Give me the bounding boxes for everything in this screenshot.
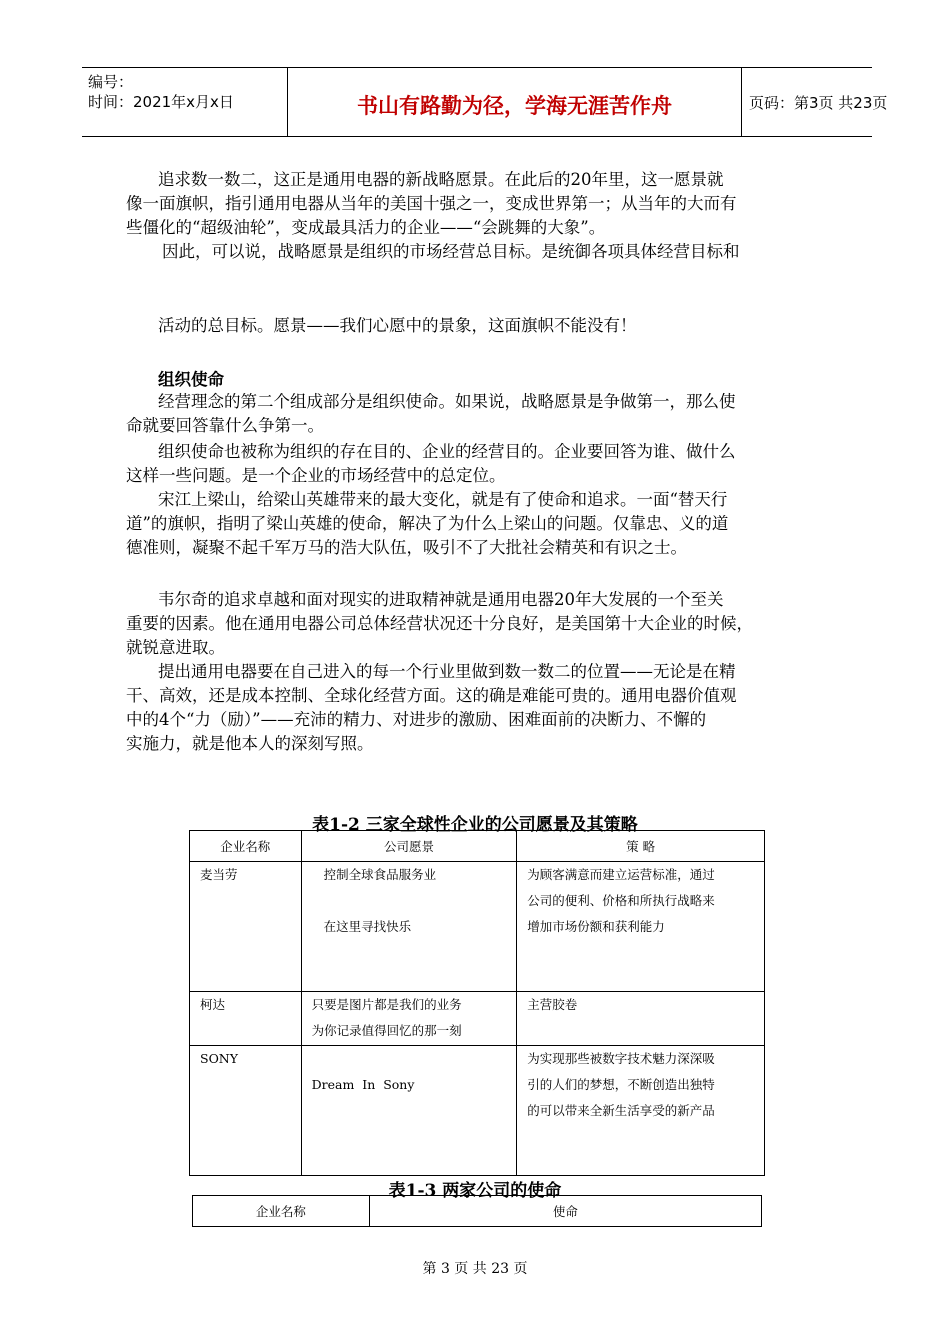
paragraph-3: [158, 314, 864, 338]
cell-text: 主营胶卷: [527, 997, 578, 1012]
table-header-cell: 公司愿景: [301, 831, 517, 862]
text-line: 德准则，凝聚不起千军万马的浩大队伍，吸引不了大批社会精英和有识之士。: [126, 538, 687, 557]
header-page-cell: [741, 68, 888, 136]
mission-table: [192, 1195, 762, 1227]
strategy-cell: [517, 992, 765, 1046]
table-header-cell: 企业名称: [193, 1196, 370, 1227]
cell-text: 柯达: [200, 997, 226, 1012]
cell-text: 只要是图片都是我们的业务: [311, 997, 462, 1012]
cell-text: 控制全球食品服务业: [323, 867, 437, 882]
text-line: 提出通用电器要在自己进入的每一个行业里做到数一数二的位置——无论是在精: [158, 662, 736, 681]
page-footer: 第 3 页 共 23 页: [422, 1261, 528, 1277]
cell-text: 为实现那些被数字技术魅力深深吸: [527, 1051, 715, 1066]
strategy-cell: [517, 862, 765, 992]
paragraph-5: [126, 440, 832, 488]
paragraph-8: [126, 660, 832, 756]
paragraph-4: [126, 390, 832, 438]
text-line: 就锐意进取。: [126, 638, 225, 657]
cell-text: 麦当劳: [200, 867, 238, 882]
cell-text: 为顾客满意而建立运营标准，通过: [527, 867, 715, 882]
header-meta: [82, 68, 287, 136]
company-cell: [190, 992, 302, 1046]
text-line: 实施力，就是他本人的深刻写照。: [126, 734, 374, 753]
company-cell: [190, 862, 302, 992]
vision-cell: [301, 862, 517, 992]
text-line: 经营理念的第二个组成部分是组织使命。如果说，战略愿景是争做第一，那么使: [158, 392, 736, 411]
cell-text: 公司的便利、价格和所执行战略来: [527, 893, 715, 908]
table-header-cell: 策 略: [517, 831, 765, 862]
paragraph-2: [162, 240, 868, 264]
text-line: 重要的因素。他在通用电器公司总体经营状况还十分良好，是美国第十大企业的时候，: [126, 614, 753, 633]
cell-text: 增加市场份额和获利能力: [527, 919, 665, 934]
text-line: 追求数一数二，这正是通用电器的新战略愿景。在此后的20年里，这一愿景就: [158, 170, 724, 189]
text-line: 组织使命也被称为组织的存在目的、企业的经营目的。企业要回答为谁、做什么: [158, 442, 736, 461]
text-line: 中的4个“力（励）”——充沛的精力、对进步的激励、困难面前的决断力、不懈的: [126, 710, 707, 729]
text-line: 道”的旗帜，指明了梁山英雄的使命，解决了为什么上梁山的问题。仅靠忠、义的道: [126, 514, 729, 533]
text-line: 干、高效，还是成本控制、全球化经营方面。这的确是难能可贵的。通用电器价值观: [126, 686, 737, 705]
text-line: 活动的总目标。愿景——我们心愿中的景象，这面旗帜不能没有！: [158, 316, 637, 335]
section-heading: 组织使命: [158, 370, 224, 389]
cell-text: Dream In Sony: [311, 1077, 415, 1092]
table-row: [190, 1046, 765, 1176]
page-header: [82, 67, 888, 137]
table-header-row: [193, 1196, 762, 1227]
vision-cell: [301, 992, 517, 1046]
header-page-info: 页码：第3页 共23页: [749, 94, 888, 112]
doc-date: 时间：2021年x月x日: [88, 93, 234, 111]
cell-text: 为你记录值得回忆的那一刻: [311, 1023, 462, 1038]
text-line: 命就要回答靠什么争第一。: [126, 416, 324, 435]
text-line: 韦尔奇的追求卓越和面对现实的进取精神就是通用电器20年大发展的一个至关: [158, 590, 724, 609]
table1-caption: 表1-2 三家全球性企业的公司愿景及其策略: [312, 815, 638, 835]
header-motto-cell: [287, 68, 742, 136]
company-cell: [190, 1046, 302, 1176]
text-line: 宋江上梁山，给梁山英雄带来的最大变化，就是有了使命和追求。一面“替天行: [158, 490, 728, 509]
table-row: [190, 862, 765, 992]
table-header-cell: 企业名称: [190, 831, 302, 862]
table2-caption: 表1-3 两家公司的使命: [388, 1181, 562, 1201]
table-row: [190, 992, 765, 1046]
vision-cell: [301, 1046, 517, 1176]
table-header-row: [190, 831, 765, 862]
text-line: 因此，可以说，战略愿景是组织的市场经营总目标。是统御各项具体经营目标和: [162, 242, 740, 261]
cell-text: 在这里寻找快乐: [323, 919, 412, 934]
text-line: 些僵化的“超级油轮”，变成最具活力的企业——“会跳舞的大象”。: [126, 218, 606, 237]
header-motto: 书山有路勤为径，学海无涯苦作舟: [357, 94, 672, 118]
cell-text: 的可以带来全新生活享受的新产品: [527, 1103, 715, 1118]
paragraph-7: [126, 588, 832, 660]
table-header-cell: 使命: [369, 1196, 761, 1227]
text-line: 像一面旗帜，指引通用电器从当年的美国十强之一，变成世界第一；从当年的大而有: [126, 194, 737, 213]
cell-text: 引的人们的梦想，不断创造出独特: [527, 1077, 715, 1092]
vision-strategy-table: [189, 830, 765, 1176]
strategy-cell: [517, 1046, 765, 1176]
text-line: 这样一些问题。是一个企业的市场经营中的总定位。: [126, 466, 506, 485]
paragraph-6: [126, 488, 832, 560]
doc-number-label: 编号：: [88, 73, 134, 91]
cell-text: SONY: [200, 1051, 239, 1066]
paragraph-1: [126, 168, 832, 240]
